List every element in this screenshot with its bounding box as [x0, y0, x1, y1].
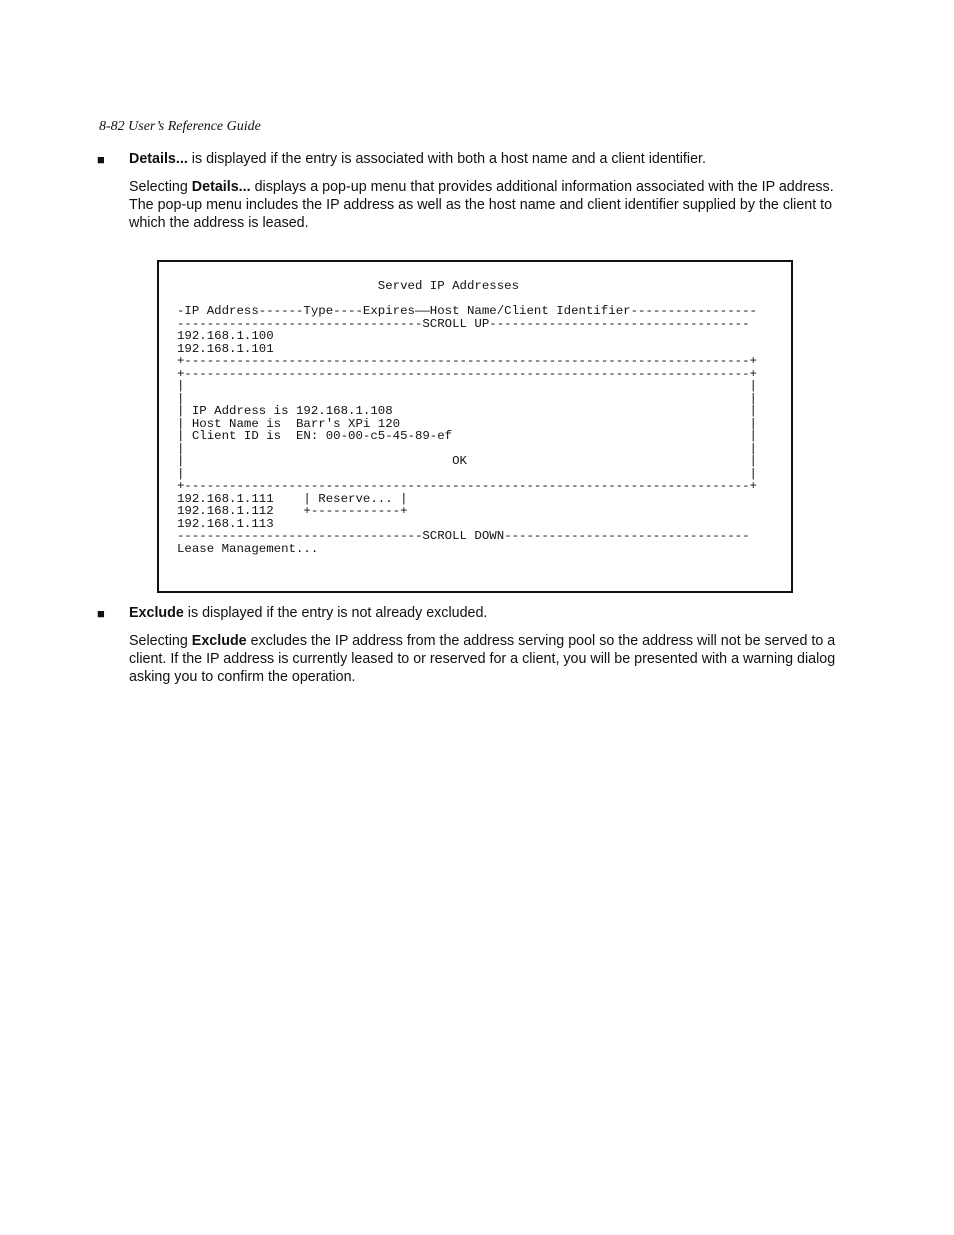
terminal-text — [177, 280, 757, 555]
terminal-line: Lease Management... — [177, 541, 319, 556]
terminal-line: | IP Address is 192.168.1.108 | — [177, 404, 757, 418]
exclude-paragraph — [129, 632, 859, 686]
details-term: Details... — [129, 151, 188, 167]
terminal-line: | | — [177, 391, 757, 406]
terminal-line: ---------------------------------SCROLL DOWN--------------------------------- — [177, 529, 750, 543]
details-para-post: displays a pop-up menu that provides additional information associated with the IP address. The pop-up menu includes the IP address as well as the host name and client identifier supplied by the client to which the address is leased. — [129, 179, 834, 231]
terminal-line: ---------------------------------SCROLL UP----------------------------------- — [177, 316, 750, 331]
details-paragraph — [129, 178, 859, 232]
exclude-item — [129, 604, 859, 622]
terminal-line: +----------------------------------------------------------------------------+ — [177, 479, 757, 493]
bullet-marker-details: ■ — [97, 152, 105, 167]
details-item-text: is displayed if the entry is associated with both a host name and a client identifier. — [187, 151, 706, 167]
terminal-line: | | — [177, 441, 757, 456]
terminal-line: | | — [177, 466, 757, 481]
exclude-para-pre: Selecting — [129, 633, 192, 649]
terminal-line: +----------------------------------------------------------------------------+ — [177, 354, 757, 368]
terminal-line: | | — [177, 379, 757, 393]
terminal-line: 192.168.1.100 — [177, 329, 274, 343]
page-header: 8-82 User’s Reference Guide — [99, 119, 261, 134]
terminal-line: 192.168.1.111 | Reserve... | — [177, 491, 408, 506]
exclude-item-text: is displayed if the entry is not already excluded. — [183, 605, 488, 621]
terminal-line: Served IP Addresses — [177, 279, 520, 293]
details-para-term: Details... — [191, 179, 251, 195]
details-item — [129, 150, 859, 168]
terminal-line: | OK | — [177, 454, 757, 468]
terminal-line: +----------------------------------------------------------------------------+ — [177, 366, 757, 381]
exclude-para-term: Exclude — [191, 633, 247, 649]
terminal-line: -IP Address------Type----Expires——Host Name/Client Identifier----------------- — [177, 304, 757, 318]
bullet-marker-exclude: ■ — [97, 606, 105, 621]
exclude-term: Exclude — [129, 605, 184, 621]
terminal-line: 192.168.1.113 — [177, 516, 274, 531]
details-para-pre: Selecting — [129, 179, 192, 195]
terminal-line: | Client ID is EN: 00-00-c5-45-89-ef | — [177, 429, 757, 443]
exclude-para-post: excludes the IP address from the address serving pool so the address will not be served to a client. If the IP address is currently leased to or reserved for a client, you will be presented with a warning dialog asking you to confirm the operation. — [129, 633, 836, 685]
terminal-line: 192.168.1.112 +------------+ — [177, 504, 408, 518]
terminal-line: | Host Name is Barr's XPi 120 | — [177, 416, 757, 431]
terminal-line: 192.168.1.101 — [177, 341, 274, 356]
terminal-screenshot — [157, 260, 793, 593]
